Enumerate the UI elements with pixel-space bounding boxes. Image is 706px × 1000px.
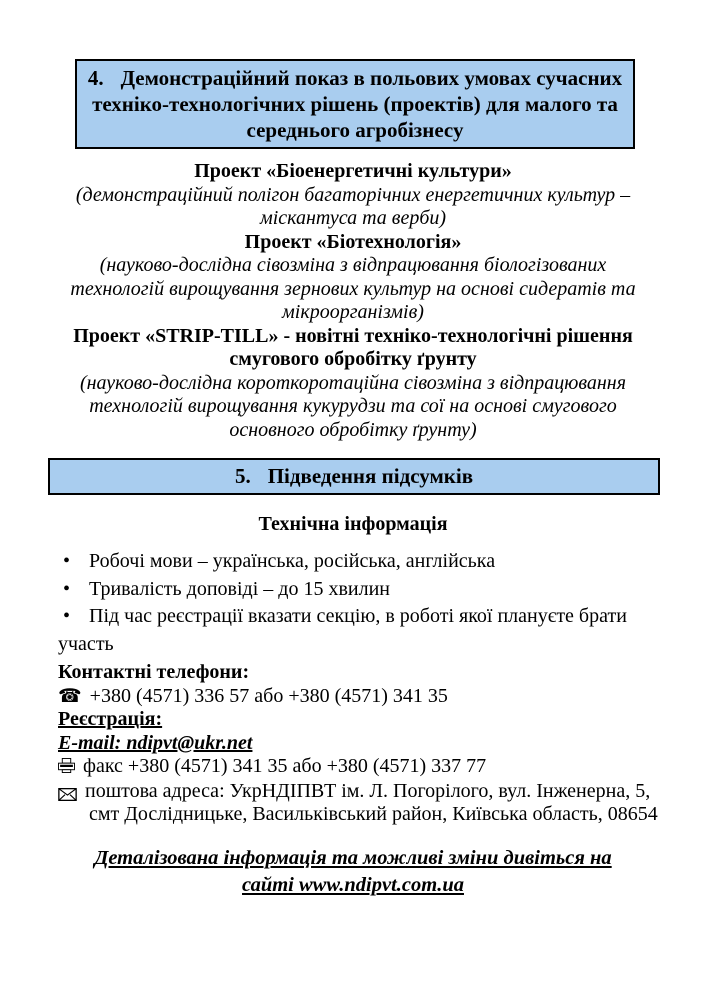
list-item-text: Тривалість доповіді – до 15 хвилин (89, 577, 390, 600)
footer-note: Деталізована інформація та можливі зміни дивіться на сайті www.ndipvt.com.ua (94, 846, 612, 896)
section-5-title: Підведення підсумків (267, 464, 474, 488)
phone-icon: ☎ (58, 684, 82, 707)
tech-info-list (58, 548, 652, 658)
tech-info-heading: Технічна інформація (258, 513, 448, 535)
contacts-block (58, 661, 666, 827)
projects-block (53, 160, 653, 442)
project-1-desc: (демонстраційний полігон багаторічних енергетичних культур – міскантуса та верби) (75, 183, 631, 229)
section-4-number: 4. (87, 66, 104, 90)
phone-numbers: +380 (4571) 336 57 або +380 (4571) 341 35 (89, 684, 448, 707)
postal-line (58, 780, 666, 827)
list-item (58, 603, 652, 658)
project-2-desc: (науково-дослідна сівозміна з відпрацювання біологізованих технологій вирощування зернових культур на основі сидератів та мікроорганізмів) (70, 254, 636, 323)
project-3-name: Проект «STRIP-TILL» - новітні техніко-технологічні рішення смугового обробітку ґрунту (73, 324, 633, 370)
envelope-icon (58, 784, 77, 808)
section-5-header (48, 458, 660, 495)
bullet-icon: • (63, 577, 71, 600)
project-2-name: Проект «Біотехнологія» (244, 230, 462, 253)
section-4-header (75, 59, 635, 149)
fax-icon (58, 756, 75, 780)
postal-address (85, 780, 666, 827)
section-5-number: 5. (234, 464, 251, 488)
email-line: E-mail: ndipvt@ukr.net (58, 731, 253, 754)
registration-heading: Реєстрація: (58, 708, 163, 730)
phone-line (58, 685, 666, 709)
bullet-icon: • (63, 550, 71, 572)
project-3-desc: (науково-дослідна короткоротаційна сівозміна з відпрацювання технологій вирощування кукурудзи та сої на основі смугового основного обробітку ґрунту) (79, 371, 627, 441)
postal-address-line2: смт Дослідницьке, Васильківський район, Київська область, 08654 (89, 803, 658, 825)
fax-line (58, 755, 666, 780)
section-4-title: Демонстраційний показ в польових умовах сучасних техніко-технологічних рішень (проектів) для малого та середнього агробізнесу (92, 66, 623, 142)
bullet-icon: • (63, 605, 71, 627)
contact-phones-heading: Контактні телефони: (58, 661, 250, 683)
list-item (58, 548, 652, 576)
postal-address-line1: поштова адреса: УкрНДІПВТ ім. Л. Погорілого, вул. Інженерна, 5, (85, 779, 651, 802)
list-item-text: Робочі мови – українська, російська, англійська (89, 550, 496, 572)
project-1-name: Проект «Біоенергетичні культури» (194, 160, 512, 182)
list-item (58, 576, 652, 604)
list-item-text: Під час реєстрації вказати секцію, в роботі якої плануєте брати участь (58, 605, 627, 655)
fax-numbers: факс +380 (4571) 341 35 або +380 (4571) 337 77 (83, 755, 487, 777)
